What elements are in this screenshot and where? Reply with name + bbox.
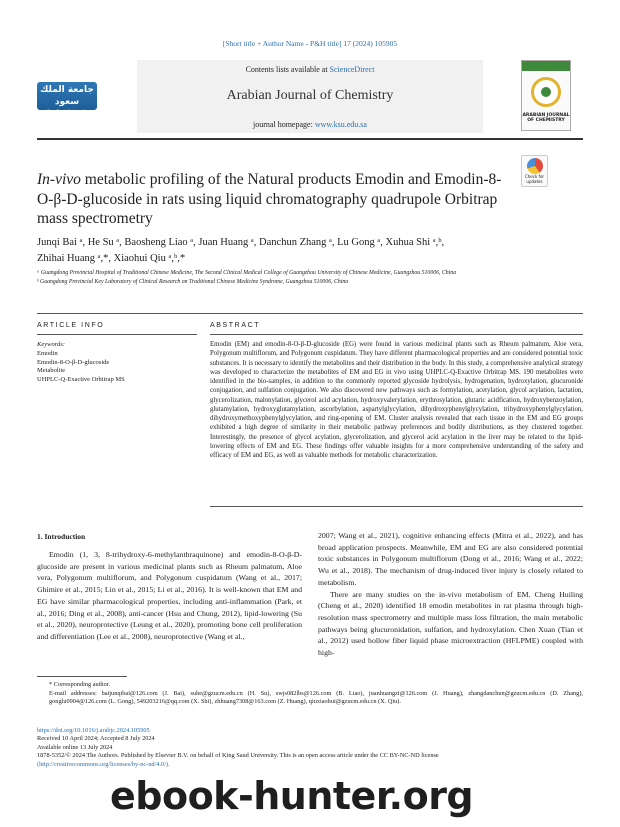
publisher-logo-english: King Saud University [46,109,88,114]
footnote-rule [37,676,127,677]
cover-seal-icon [531,77,561,107]
info-divider [37,313,583,314]
running-header-link[interactable]: [Short title + Author Name - P&H title] 17 (2024) 105905 [222,39,398,48]
publication-info [37,727,583,769]
check-for-updates-button[interactable] [521,155,548,187]
journal-header [37,60,583,133]
intro-paragraph-2: There are many studies on the in-vivo metabolism of EM. Cheng Huiling (Cheng et al., 2020) identified 18 emodin metabolites in rat plasma through high-resolution mass spectrometry and multiple mass loss filtration, the main metabolic pathways being glucuronidation, sulfation, and hydroxylation. Chen Xuan (Tian et al., 2012) used hollow fiber liquid phase microextraction (HFLPME) coupled with high- [318,589,583,658]
watermark: ebook-hunter.org [110,774,474,818]
homepage-link[interactable]: www.ksu.edu.sa [314,120,367,129]
sciencedirect-link[interactable]: ScienceDirect [329,65,375,74]
cover-caption: ARABIAN JOURNAL OF CHEMISTRY [522,113,570,123]
authors-line-2: Zhihai Huang ᵃ,*, Xiaohui Qiu ᵃ,ᵇ,* [37,252,186,264]
keywords-label: Keywords: [37,341,65,348]
affiliation-a: ᵃ Guangdong Provincial Hospital of Traditional Chinese Medicine, The Second Clinical Medical College of Guangzhou University of Chinese Medicine, Guangzhou 510006, China [37,270,457,276]
corresponding-author-note: * Corresponding author. [49,681,111,688]
keyword-item: Emodin [37,349,58,357]
check-updates-icon [527,158,543,174]
affiliations [37,269,583,286]
abstract-rule [210,334,583,335]
journal-masthead [137,60,483,133]
authors-line-1: Junqi Bai ᵃ, He Su ᵃ, Baosheng Liao ᵃ, Juan Huang ᵃ, Danchun Zhang ᵃ, Lu Gong ᵃ, Xuhua Shi ᵃ,ᵇ, [37,237,445,248]
journal-name: Arabian Journal of Chemistry [226,88,394,103]
body-column-left [37,549,302,643]
contents-line [137,60,483,74]
keyword-item: Metabolite [37,367,66,375]
available-online: Available online 13 July 2024 [37,743,113,751]
article-title [37,170,512,229]
journal-cover-image [521,60,571,131]
author-list [37,235,583,266]
header-divider [37,138,583,140]
doi-link[interactable]: https://doi.org/10.1016/j.arabjc.2024.105905 [37,727,150,734]
section-heading-introduction: 1. Introduction [37,532,86,541]
article-info-heading: ARTICLE INFO [37,322,105,329]
publisher-logo-arabic: جامعة الملك سعود [40,85,94,107]
article-info-rule [37,334,197,335]
abstract-text: Emodin (EM) and emodin-8-O-β-D-glucoside (EG) were found in various medicinal plants such as Rheum palmatum, Aloe vera, Polygonum multiflorum, and Polygonum cuspidatum. They have different pharmacological properties and are considered potential toxic substances. It is necessary to identify the metabolites and their distribution in the body. In this study, a comprehensive analytical strategy was developed to characterize the metabolites of EM and EG in vivo using UHPLC-Q-Exactive Orbitrap MS. 190 metabolites were identified in the bio-samples, in addition to the commonly reported glycoside hydrolysis, hydrogenation, hydroxylation, glucuronide conjugation, and sulfation conjugation. We also discovered new pathways such as formylation, acetylation, glycol acylation, lactation, glycerolization, malonylation, glycerol acid acylation, hydroxyvalerylation, erythrosylation, glutaric acidfication, hydroxybenzoylation, glutamylation, hydroxyglutamylation, ascorbylation, aspartylglycylation, dihydroxyphenylglycylation, trihydroxyphenylglycylation, dihydroxymethoxyphenylglycylation, and ring-opening of EM. Cluster analysis revealed that each tissue in the EM and EG groups exhibited a high degree of similarity in their metabolic pathway preferences and bodily distributions, as they clustered together. Interestingly, the presence of glycol acylation, glycerolization, and glycerol acid acylation in the liver may be related to the lipid-lowering effects of EM and EG. These findings offer valuable insights for a more comprehensive understanding of the safety and efficacy of EM and EG, as well as valuable methods for metabolic characterization. [210,341,583,459]
abstract-bottom-rule [210,506,583,507]
keyword-item: Emodin-8-O-β-D-glucoside [37,358,110,366]
email-addresses: E-mail addresses: baijunqibai@126.com (J. Bai), suhe@gzucm.edu.cn (H. Su), swjs082lbs@126.com (B. Liao), juanhuangzi@126.com (J. Huang), zhangdanchun@gzucm.edu.cn (D. Zhang), gonglu0904@126.com (L. Gong), 549203216@qq.com (X. Shi), zhhuang7308@163.com (Z. Huang), qiuxiaohui@gzucm.edu.cn (X. Qiu). [49,689,583,705]
intro-paragraph-1-cont: 2007; Wang et al., 2021), cognitive enhancing effects (Mitra et al., 2022), and has broad application prospects. Meanwhile, EM and EG are also considered potential toxic substances in Polygonum multiflorum (Dong et al., 2016; Wang et al., 2022; Wu et al., 2018). The mechanism of drug-induced liver injury is closely related to metabolism. [318,531,583,587]
keyword-item: UHPLC-Q-Exactive Orbitrap MS [37,376,125,384]
contents-prefix: Contents lists available at [245,65,330,74]
title-italic-part: In-vivo [37,171,81,188]
footnotes [37,681,583,707]
king-saud-university-logo [37,82,97,114]
body-column-right [318,530,583,659]
intro-paragraph-1: Emodin (1, 3, 8-trihydroxy-6-methylanthraquinone) and emodin-8-O-β-D-glucoside are present in various medicinal plants such as Rheum palmatum, Aloe vera, Polygonum multiflorum, and Polygonum cuspidatum (Wang et al., 2017; Ghimire et al., 2015; Lin et al., 2015; Li et al., 2016). It is well-known that EM and EG have similar pharmacological properties, including anti-inflammation (Park, et al., 2016; Ding et al., 2008), anti-cancer (Hsu and Chung, 2012), lipid-lowering (Su et al., 2020), neuroprotective (Leung et al., 2020), promoting bone cell proliferation and differentiation (Lee et al., 2008), neuroprotective (Wang et al., [37,550,302,641]
affiliation-b: ᵇ Guangdong Provincial Key Laboratory of Clinical Research on Traditional Chinese Medicine Syndrome, Guangzhou 510006, China [37,278,349,285]
homepage-line [137,120,483,129]
cover-band [522,61,570,71]
received-accepted: Received 10 April 2024; Accepted 8 July 2024 [37,735,155,743]
homepage-prefix: journal homepage: [253,120,315,129]
title-rest: metabolic profiling of the Natural products Emodin and Emodin-8-O-β-D-glucoside in rats using liquid chromatography quadrupole Orbitrap mass spectrometry [37,171,502,227]
license-link[interactable]: (http://creativecommons.org/licenses/by-nc-nd/4.0/). [37,760,170,768]
abstract-heading: ABSTRACT [210,322,261,329]
keywords-box [37,341,197,385]
license-text: 1878-5352/© 2024 The Authors. Published by Elsevier B.V. on behalf of King Saud University. This is an open access article under the CC BY-NC-ND license [37,752,439,760]
check-updates-label: Check for updates [524,174,545,184]
